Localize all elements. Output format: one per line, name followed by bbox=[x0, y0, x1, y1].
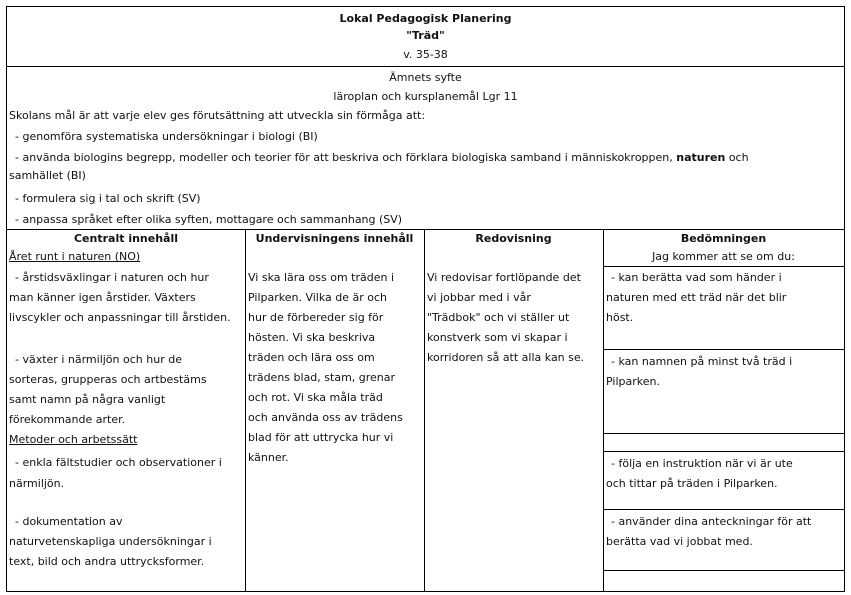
goal-4: - anpassa språket efter olika syften, mottagare och sammanhang (SV) bbox=[15, 213, 403, 226]
assessment-subheader: Jag kommer att se om du: bbox=[652, 250, 795, 263]
content-header: Centralt innehåll bbox=[73, 232, 179, 245]
doc-subtitle: "Träd" bbox=[406, 29, 445, 42]
content-item-2-l4: förekommande arter. bbox=[9, 413, 126, 426]
doc-title: Lokal Pedagogisk Planering bbox=[339, 12, 512, 25]
goal-2-highlight: naturen bbox=[676, 151, 726, 164]
content-item-3-l2: närmiljön. bbox=[9, 477, 65, 490]
presentation-header: Redovisning bbox=[475, 232, 552, 245]
divider bbox=[603, 349, 844, 350]
assessment-crit-1-l1: - kan berätta vad som händer i bbox=[611, 271, 782, 284]
purpose-intro: Skolans mål är att varje elev ges förutsättning att utveckla sin förmåga att: bbox=[9, 109, 426, 122]
goal-2-cont: samhället (BI) bbox=[9, 169, 86, 182]
assessment-crit-2-l1: - kan namnen på minst två träd i bbox=[611, 355, 793, 368]
purpose-subheading: läroplan och kursplanemål Lgr 11 bbox=[333, 90, 518, 103]
content-item-1-l2: man känner igen årstider. Växters bbox=[9, 291, 196, 304]
goal-3: - formulera sig i tal och skrift (SV) bbox=[15, 192, 201, 205]
assessment-crit-1-l2: naturen med ett träd när det blir bbox=[606, 291, 787, 304]
assessment-header: Bedömningen bbox=[680, 232, 767, 245]
column-divider bbox=[424, 229, 425, 592]
content-item-2-l1: - växter i närmiljön och hur de bbox=[15, 353, 182, 366]
content-item-4-l1: - dokumentation av bbox=[15, 515, 123, 528]
divider bbox=[603, 509, 844, 510]
assessment-crit-4-l1: - använder dina anteckningar för att bbox=[611, 515, 812, 528]
teaching-header: Undervisningens innehåll bbox=[255, 232, 414, 245]
content-section-2: Metoder och arbetssätt bbox=[9, 433, 138, 446]
assessment-crit-3-l2: och tittar på träden i Pilparken. bbox=[606, 477, 778, 490]
doc-weeks: v. 35-38 bbox=[403, 48, 448, 61]
content-item-3-l1: - enkla fältstudier och observationer i bbox=[15, 456, 222, 469]
content-item-2-l3: samt namn på några vanligt bbox=[9, 393, 166, 406]
assessment-crit-1-l3: höst. bbox=[606, 311, 634, 324]
content-item-1-l1: - årstidsväxlingar i naturen och hur bbox=[15, 271, 209, 284]
assessment-crit-3-l1: - följa en instruktion när vi är ute bbox=[611, 457, 793, 470]
column-divider bbox=[245, 229, 246, 592]
content-item-4-l2: naturvetenskapliga undersökningar i bbox=[9, 535, 212, 548]
assessment-crit-4-l2: berätta vad vi jobbat med. bbox=[606, 535, 753, 548]
lpp-document: Lokal Pedagogisk Planering "Träd" v. 35-38 Ämnets syfte läroplan och kursplanemål Lgr 11 Skolans mål är att varje elev ges förutsättning att utveckla sin förmåga att: - genomföra systematiska undersökningar i biologi (BI) - använda biologins begrepp, modeller och teorier för att beskriva och förklara biologiska samband i människokroppen, naturen och samhället (BI) - formulera sig i tal och skrift (SV) - anpassa språket efter olika syften, mottagare och sammanhang (SV) Centralt innehåll Undervisningens innehåll Redovisning Bedömningen Året runt i naturen (NO) - årstidsväxlingar i naturen och hur man känner igen årstider. Växters livscykler och anpassningar till årstiden. - växter i närmiljön och hur de sorteras, grupperas och artbestäms samt namn på några vanligt förekommande arter. Metoder och arbetssätt - enkla fältstudier och observationer i närmiljön. - dokumentation av naturvetenskapliga undersökningar i text, bild och andra uttrycksformer. Vi ska lära oss om träden i Pilparken. Vilka de är och hur de förbereder sig för hösten. Vi ska beskriva träden och lära oss om trädens blad, stam, grenar och rot. Vi ska måla träd och använda oss av trädens blad för att uttrycka hur vi känner. Vi redovisar fortlöpande det vi jobbar med i vår "Trädbok" och vi ställer ut konstverk som vi skapar i korridoren så att alla kan se. Jag kommer att se om du: - kan berätta vad som händer i naturen med ett träd när det blir höst. - kan namnen på minst två träd i Pilparken. - följa en instruktion när vi är ute och tittar på träden i Pilparken. - använder dina anteckningar för att berätta vad vi jobbat med. bbox=[6, 6, 845, 592]
column-divider bbox=[603, 229, 604, 592]
content-item-1-l3: livscykler och anpassningar till årstiden. bbox=[9, 311, 231, 324]
purpose-heading: Ämnets syfte bbox=[389, 71, 462, 84]
content-item-2-l2: sorteras, grupperas och artbestäms bbox=[9, 373, 207, 386]
goal-1: - genomföra systematiska undersökningar i biologi (BI) bbox=[15, 130, 318, 143]
content-section-1: Året runt i naturen (NO) bbox=[9, 250, 141, 263]
goal-2: - använda biologins begrepp, modeller och teorier för att beskriva och förklara biologiska samband i människokroppen, naturen och bbox=[15, 151, 749, 164]
divider bbox=[603, 433, 844, 434]
divider bbox=[603, 451, 844, 452]
divider bbox=[603, 266, 844, 267]
content-item-4-l3: text, bild och andra uttrycksformer. bbox=[9, 555, 205, 568]
assessment-crit-2-l2: Pilparken. bbox=[606, 375, 660, 388]
divider bbox=[7, 66, 844, 67]
divider bbox=[603, 570, 844, 571]
